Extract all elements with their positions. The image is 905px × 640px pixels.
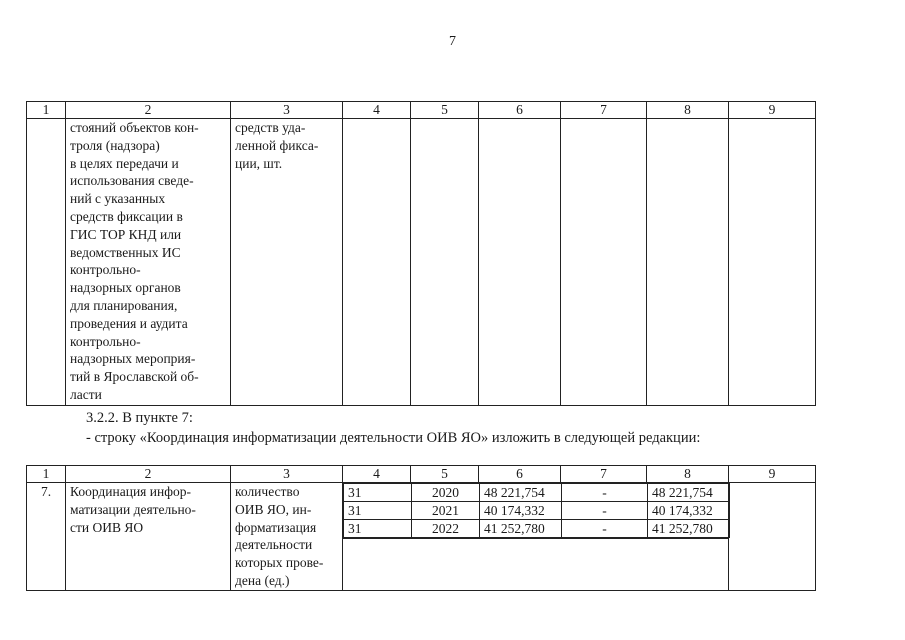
table2-header-cell: 3 bbox=[231, 466, 343, 483]
table-row bbox=[27, 483, 816, 591]
amount-col8: 48 221,754 bbox=[648, 484, 730, 502]
value-col4: 31 bbox=[344, 484, 412, 502]
empty-cell bbox=[343, 119, 411, 406]
amount-col6: 41 252,780 bbox=[480, 520, 562, 538]
event-name-cell: Координация инфор- матизации деятельно- сти ОИВ ЯО bbox=[66, 483, 231, 591]
amount-col8: 40 174,332 bbox=[648, 502, 730, 520]
empty-cell bbox=[729, 483, 816, 591]
amount-col8: 41 252,780 bbox=[648, 520, 730, 538]
amount-col6: 48 221,754 bbox=[480, 484, 562, 502]
yearly-values-cell bbox=[343, 483, 729, 591]
table2-header-cell: 4 bbox=[343, 466, 411, 483]
year-value: 2020 bbox=[412, 484, 480, 502]
value-col4: 31 bbox=[344, 502, 412, 520]
amount-col7: - bbox=[562, 520, 648, 538]
year-value: 2021 bbox=[412, 502, 480, 520]
table1-header-cell: 7 bbox=[561, 102, 647, 119]
table2-header-cell: 6 bbox=[479, 466, 561, 483]
row-number-cell: 7. bbox=[27, 483, 66, 591]
value-col4: 31 bbox=[344, 520, 412, 538]
section-instruction: - строку «Координация информатизации деятельности ОИВ ЯО» изложить в следующей редакции: bbox=[86, 430, 701, 446]
table2-header-cell: 7 bbox=[561, 466, 647, 483]
year-row bbox=[344, 502, 730, 520]
table2-header-cell: 1 bbox=[27, 466, 66, 483]
table-row bbox=[27, 119, 816, 406]
empty-cell bbox=[411, 119, 479, 406]
table2-header-row bbox=[27, 466, 816, 483]
yearly-values-table bbox=[343, 483, 730, 538]
section-heading: 3.2.2. В пункте 7: bbox=[86, 410, 193, 426]
row-number-cell bbox=[27, 119, 66, 406]
event-description-cell: стояний объектов кон- троля (надзора) в целях передачи и использования сведе- ний с указанных средств фиксации в ГИС ТОР КНД или ведомственных ИС контрольно- надзорных органов для планирования, проведения и аудита контрольно- надзорных мероприя- тий в Ярославской об- ласти bbox=[66, 119, 231, 406]
table2-header-cell: 2 bbox=[66, 466, 231, 483]
table1-header-cell: 6 bbox=[479, 102, 561, 119]
table1-header-cell: 3 bbox=[231, 102, 343, 119]
amount-col7: - bbox=[562, 502, 648, 520]
table1-header-cell: 9 bbox=[729, 102, 816, 119]
empty-cell bbox=[729, 119, 816, 406]
amount-col7: - bbox=[562, 484, 648, 502]
empty-cell bbox=[647, 119, 729, 406]
table1-header-row bbox=[27, 102, 816, 119]
year-row bbox=[344, 520, 730, 538]
table2-header-cell: 9 bbox=[729, 466, 816, 483]
table1-header-cell: 1 bbox=[27, 102, 66, 119]
table2-header-cell: 8 bbox=[647, 466, 729, 483]
table1-header-cell: 8 bbox=[647, 102, 729, 119]
table1-header-cell: 5 bbox=[411, 102, 479, 119]
indicator-cell: средств уда- ленной фикса- ции, шт. bbox=[231, 119, 343, 406]
table1-header-cell: 2 bbox=[66, 102, 231, 119]
table2-header-cell: 5 bbox=[411, 466, 479, 483]
indicator-cell: количество ОИВ ЯО, ин- форматизация деятельности которых прове- дена (ед.) bbox=[231, 483, 343, 591]
empty-cell bbox=[561, 119, 647, 406]
year-row bbox=[344, 484, 730, 502]
amended-row-table bbox=[26, 465, 816, 591]
empty-cell bbox=[479, 119, 561, 406]
amount-col6: 40 174,332 bbox=[480, 502, 562, 520]
year-value: 2022 bbox=[412, 520, 480, 538]
table1-header-cell: 4 bbox=[343, 102, 411, 119]
continuation-table bbox=[26, 101, 816, 406]
page-number: 7 bbox=[449, 34, 456, 49]
